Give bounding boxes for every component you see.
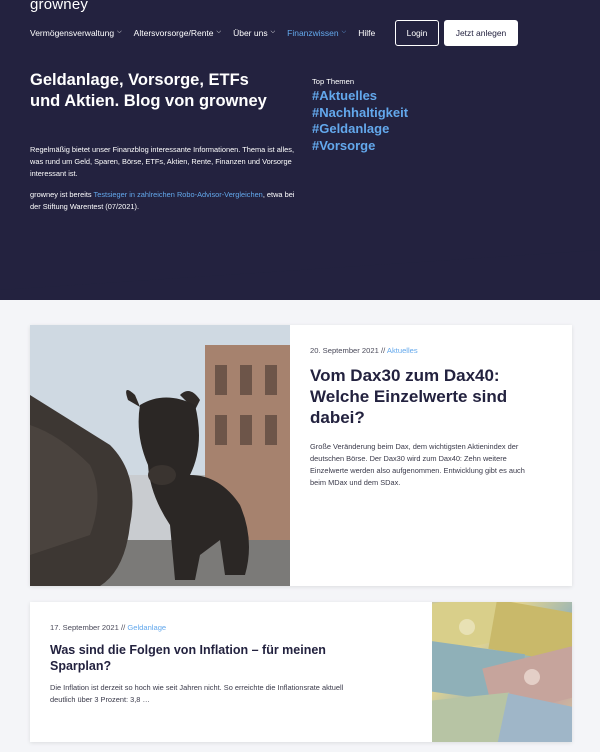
- euro-banknotes-photo[interactable]: [432, 602, 572, 742]
- page-title: Geldanlage, Vorsorge, ETFs und Aktien. Blog von growney: [30, 71, 267, 110]
- bull-statue-photo[interactable]: [30, 325, 290, 586]
- hero-award-text: [30, 189, 295, 213]
- post-date: 20. September 2021: [310, 346, 379, 355]
- banknotes-illustration: [432, 602, 572, 742]
- logo[interactable]: growney: [30, 0, 89, 13]
- nav-item-label: Über uns: [233, 28, 268, 38]
- post-category-link[interactable]: Aktuelles: [386, 346, 418, 355]
- hero-intro-text: Regelmäßig bietet unser Finanzblog interessante Informationen. Thema ist alles, was rund um Geld, Sparen, Börse, ETFs, Aktien, Rente, Finanzen und Vorsorge interessant ist.: [30, 145, 295, 178]
- nav-item-altersvorsorge[interactable]: [134, 28, 221, 38]
- post-card[interactable]: [30, 325, 572, 586]
- post-title[interactable]: Vom Dax30 zum Dax40: Welche Einzelwerte sind dabei?: [310, 366, 508, 427]
- nav-item-label: Hilfe: [358, 28, 376, 38]
- topic-link-vorsorge[interactable]: #Vorsorge: [312, 137, 376, 153]
- award-text-after: , etwa bei der Stiftung Warentest (07/2021).: [30, 190, 295, 211]
- nav-item-label: Finanzwissen: [287, 28, 339, 38]
- testsieger-link[interactable]: Testsieger in zahlreichen Robo-Advisor-Vergleichen: [93, 190, 263, 199]
- top-topics-label: Top Themen: [312, 77, 355, 86]
- post-excerpt: Große Veränderung beim Dax, dem wichtigsten Aktienindex der deutschen Börse. Der Dax30 wird zum Dax40: Zehn weitere Einzelwerte werden also aufgenommen. Entwicklung gibt es auch beim MDax und dem SDax.: [310, 442, 525, 487]
- topic-link-geldanlage[interactable]: #Geldanlage: [312, 121, 390, 136]
- chevron-down-icon: ⌵: [341, 28, 347, 35]
- topic-link-aktuelles[interactable]: #Aktuelles: [312, 88, 378, 103]
- nav-item-vermoegensverwaltung[interactable]: [30, 28, 122, 38]
- chevron-down-icon: ⌵: [117, 28, 122, 35]
- top-topics-list: [312, 88, 408, 154]
- hero-slant: [0, 250, 600, 302]
- nav-item-label: Vermögensverwaltung: [30, 28, 115, 38]
- post-card[interactable]: [30, 602, 572, 742]
- main-nav: [30, 28, 387, 38]
- meta-separator: //: [120, 623, 126, 632]
- nav-item-ueber-uns[interactable]: [233, 28, 275, 38]
- nav-item-hilfe[interactable]: [358, 28, 375, 38]
- chevron-down-icon: ⌵: [270, 28, 276, 35]
- nav-item-label: Altersvorsorge/Rente: [133, 28, 214, 38]
- jetzt-anlegen-button[interactable]: Jetzt anlegen: [444, 20, 518, 46]
- post-title[interactable]: Was sind die Folgen von Inflation – für meinen Sparplan?: [50, 643, 326, 673]
- bull-statue-illustration: [30, 325, 290, 586]
- nav-item-finanzwissen[interactable]: [287, 28, 346, 38]
- login-button[interactable]: Login: [395, 20, 439, 46]
- post-meta: [310, 346, 418, 355]
- post-meta: [50, 623, 166, 632]
- post-excerpt: Die Inflation ist derzeit so hoch wie seit Jahren nicht. So erreichte die Inflationsrate aktuell deutlich über 3 Prozent: 3,8 …: [50, 683, 344, 704]
- award-text-before: growney ist bereits: [30, 190, 94, 199]
- chevron-down-icon: ⌵: [216, 28, 222, 35]
- topic-link-nachhaltigkeit[interactable]: #Nachhaltigkeit: [312, 104, 409, 120]
- meta-separator: //: [380, 346, 386, 355]
- post-category-link[interactable]: Geldanlage: [127, 623, 167, 632]
- post-date: 17. September 2021: [50, 623, 119, 632]
